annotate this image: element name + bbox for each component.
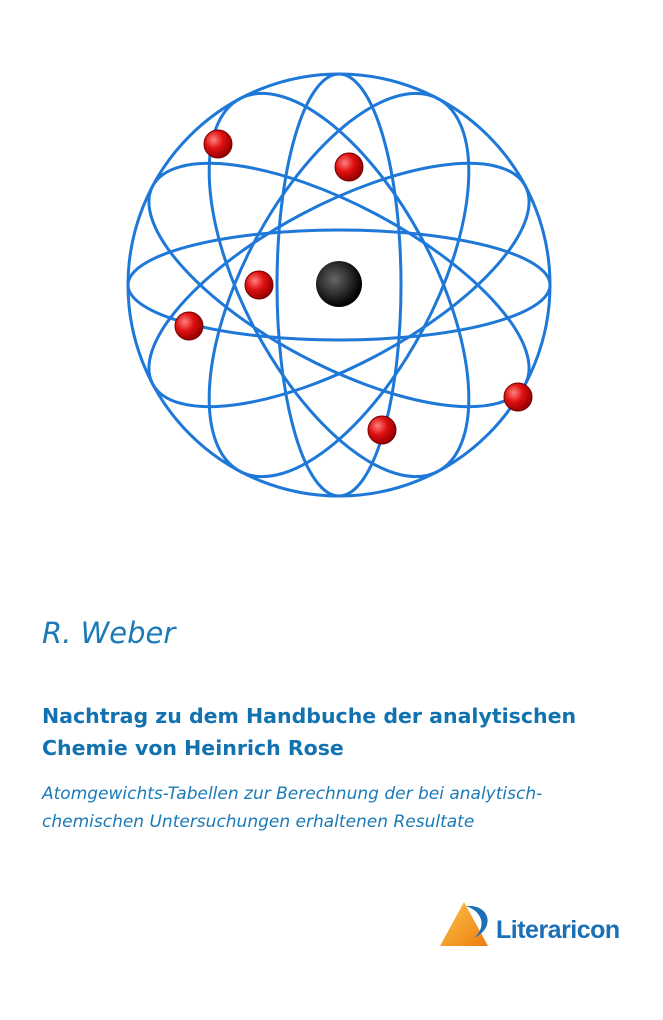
- nucleus: [316, 261, 362, 307]
- electron: [368, 416, 396, 444]
- book-title: Nachtrag zu dem Handbuche der analytischen Chemie von Heinrich Rose: [42, 704, 577, 760]
- publisher-logo-icon: [438, 898, 498, 950]
- electron: [204, 130, 232, 158]
- electron: [335, 153, 363, 181]
- author-name: R. Weber: [42, 616, 176, 650]
- electron: [504, 383, 532, 411]
- electron: [175, 312, 203, 340]
- publisher-name: Literaricon: [496, 916, 620, 944]
- book-subtitle: Atomgewichts-Tabellen zur Berechnung der bei analytisch-chemischen Untersuchungen erhaltenen Resultate: [42, 784, 543, 832]
- publisher-logo: [438, 898, 628, 950]
- electron: [245, 271, 273, 299]
